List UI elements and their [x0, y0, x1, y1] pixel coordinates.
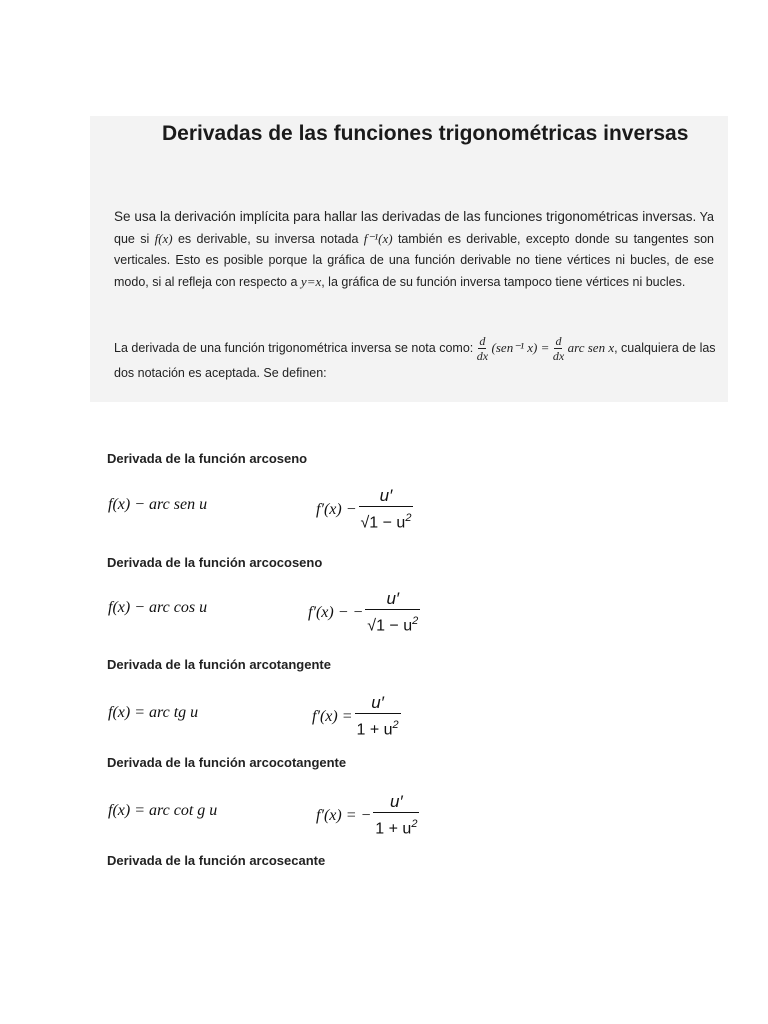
derivative-arcotangente: [312, 693, 401, 741]
denominator: $√1 - u^2$: [367, 615, 419, 635]
dx-denominator: dx: [476, 349, 489, 363]
fx-notation: f(x): [154, 231, 173, 246]
sen-inverse: (sen⁻¹ x) =: [491, 339, 550, 355]
intro-text-c: también es derivable, excepto donde su tangentes son verticales. Esto es posible porque la gráfica de una función derivable no tiene vértices ni bucles, de ese modo, si al refleja con respecto a: [114, 232, 714, 289]
heading-arcosecante: Derivada de la función arcosecante: [107, 853, 326, 868]
dx-denominator-2: dx: [552, 349, 565, 363]
heading-arcocotangente: Derivada de la función arcocotangente: [107, 755, 347, 770]
derivative-lhs: f′(x) −: [316, 501, 357, 519]
derivative-arcoseno: [316, 486, 413, 534]
intro-paragraph: [114, 206, 714, 293]
d-numerator: d: [479, 334, 486, 348]
function-arcotangente: f(x) = arc tg u: [108, 704, 199, 721]
derivative-arcocoseno: [308, 589, 420, 637]
finv-notation: f⁻¹(x): [363, 231, 393, 246]
numerator: u′: [371, 693, 384, 712]
heading-arcotangente: Derivada de la función arcotangente: [107, 657, 331, 672]
heading-arcocoseno: Derivada de la función arcocoseno: [107, 555, 323, 570]
d-dx-fraction-2: [553, 334, 564, 363]
derivative-arcocotangente: [316, 792, 419, 840]
derivative-fraction: [373, 792, 419, 840]
derivative-lhs: f′(x) − −: [308, 604, 364, 622]
intro-line-1: Se usa la derivación implícita para hallar las derivadas de las funciones trigonométricas inversas.: [114, 209, 697, 224]
d-dx-fraction: [477, 334, 488, 363]
derivative-lhs: f′(x) = −: [316, 807, 372, 825]
notation-paragraph: [114, 334, 724, 384]
numerator: u′: [379, 486, 393, 505]
function-arcoseno: f(x) − arc sen u: [108, 496, 208, 513]
intro-text-b: es derivable, su inversa notada: [177, 232, 359, 246]
intro-text-a: Ya que si: [114, 210, 715, 246]
intro-text-d: , la gráfica de su función inversa tampoco tiene vértices ni bucles.: [321, 275, 686, 289]
page-title: Derivadas de las funciones trigonométricas inversas: [162, 122, 689, 145]
heading-arcoseno: Derivada de la función arcoseno: [107, 451, 308, 466]
function-arcocoseno: f(x) − arc cos u: [108, 599, 208, 616]
notation-text-a: La derivada de una función trigonométrica inversa se nota como:: [114, 340, 474, 355]
notation-text-b: , cualquiera de las dos notación es aceptada. Se definen:: [114, 340, 716, 380]
arcsen-notation: arc sen x: [567, 339, 615, 355]
derivative-lhs: f′(x) =: [312, 708, 353, 726]
d-numerator-2: d: [555, 334, 562, 348]
derivative-fraction: [359, 486, 414, 534]
numerator: u′: [386, 589, 400, 608]
derivative-fraction: [365, 589, 420, 637]
yx-notation: y=x: [300, 274, 322, 289]
derivative-fraction: [355, 693, 401, 741]
function-arcocotangente: f(x) = arc cot g u: [108, 802, 218, 819]
denominator: $1 + u^2$: [375, 818, 418, 838]
denominator: $√1 - u^2$: [360, 512, 412, 532]
numerator: u′: [390, 792, 403, 811]
denominator: $1 + u^2$: [356, 719, 399, 739]
intro-image: [90, 116, 728, 402]
